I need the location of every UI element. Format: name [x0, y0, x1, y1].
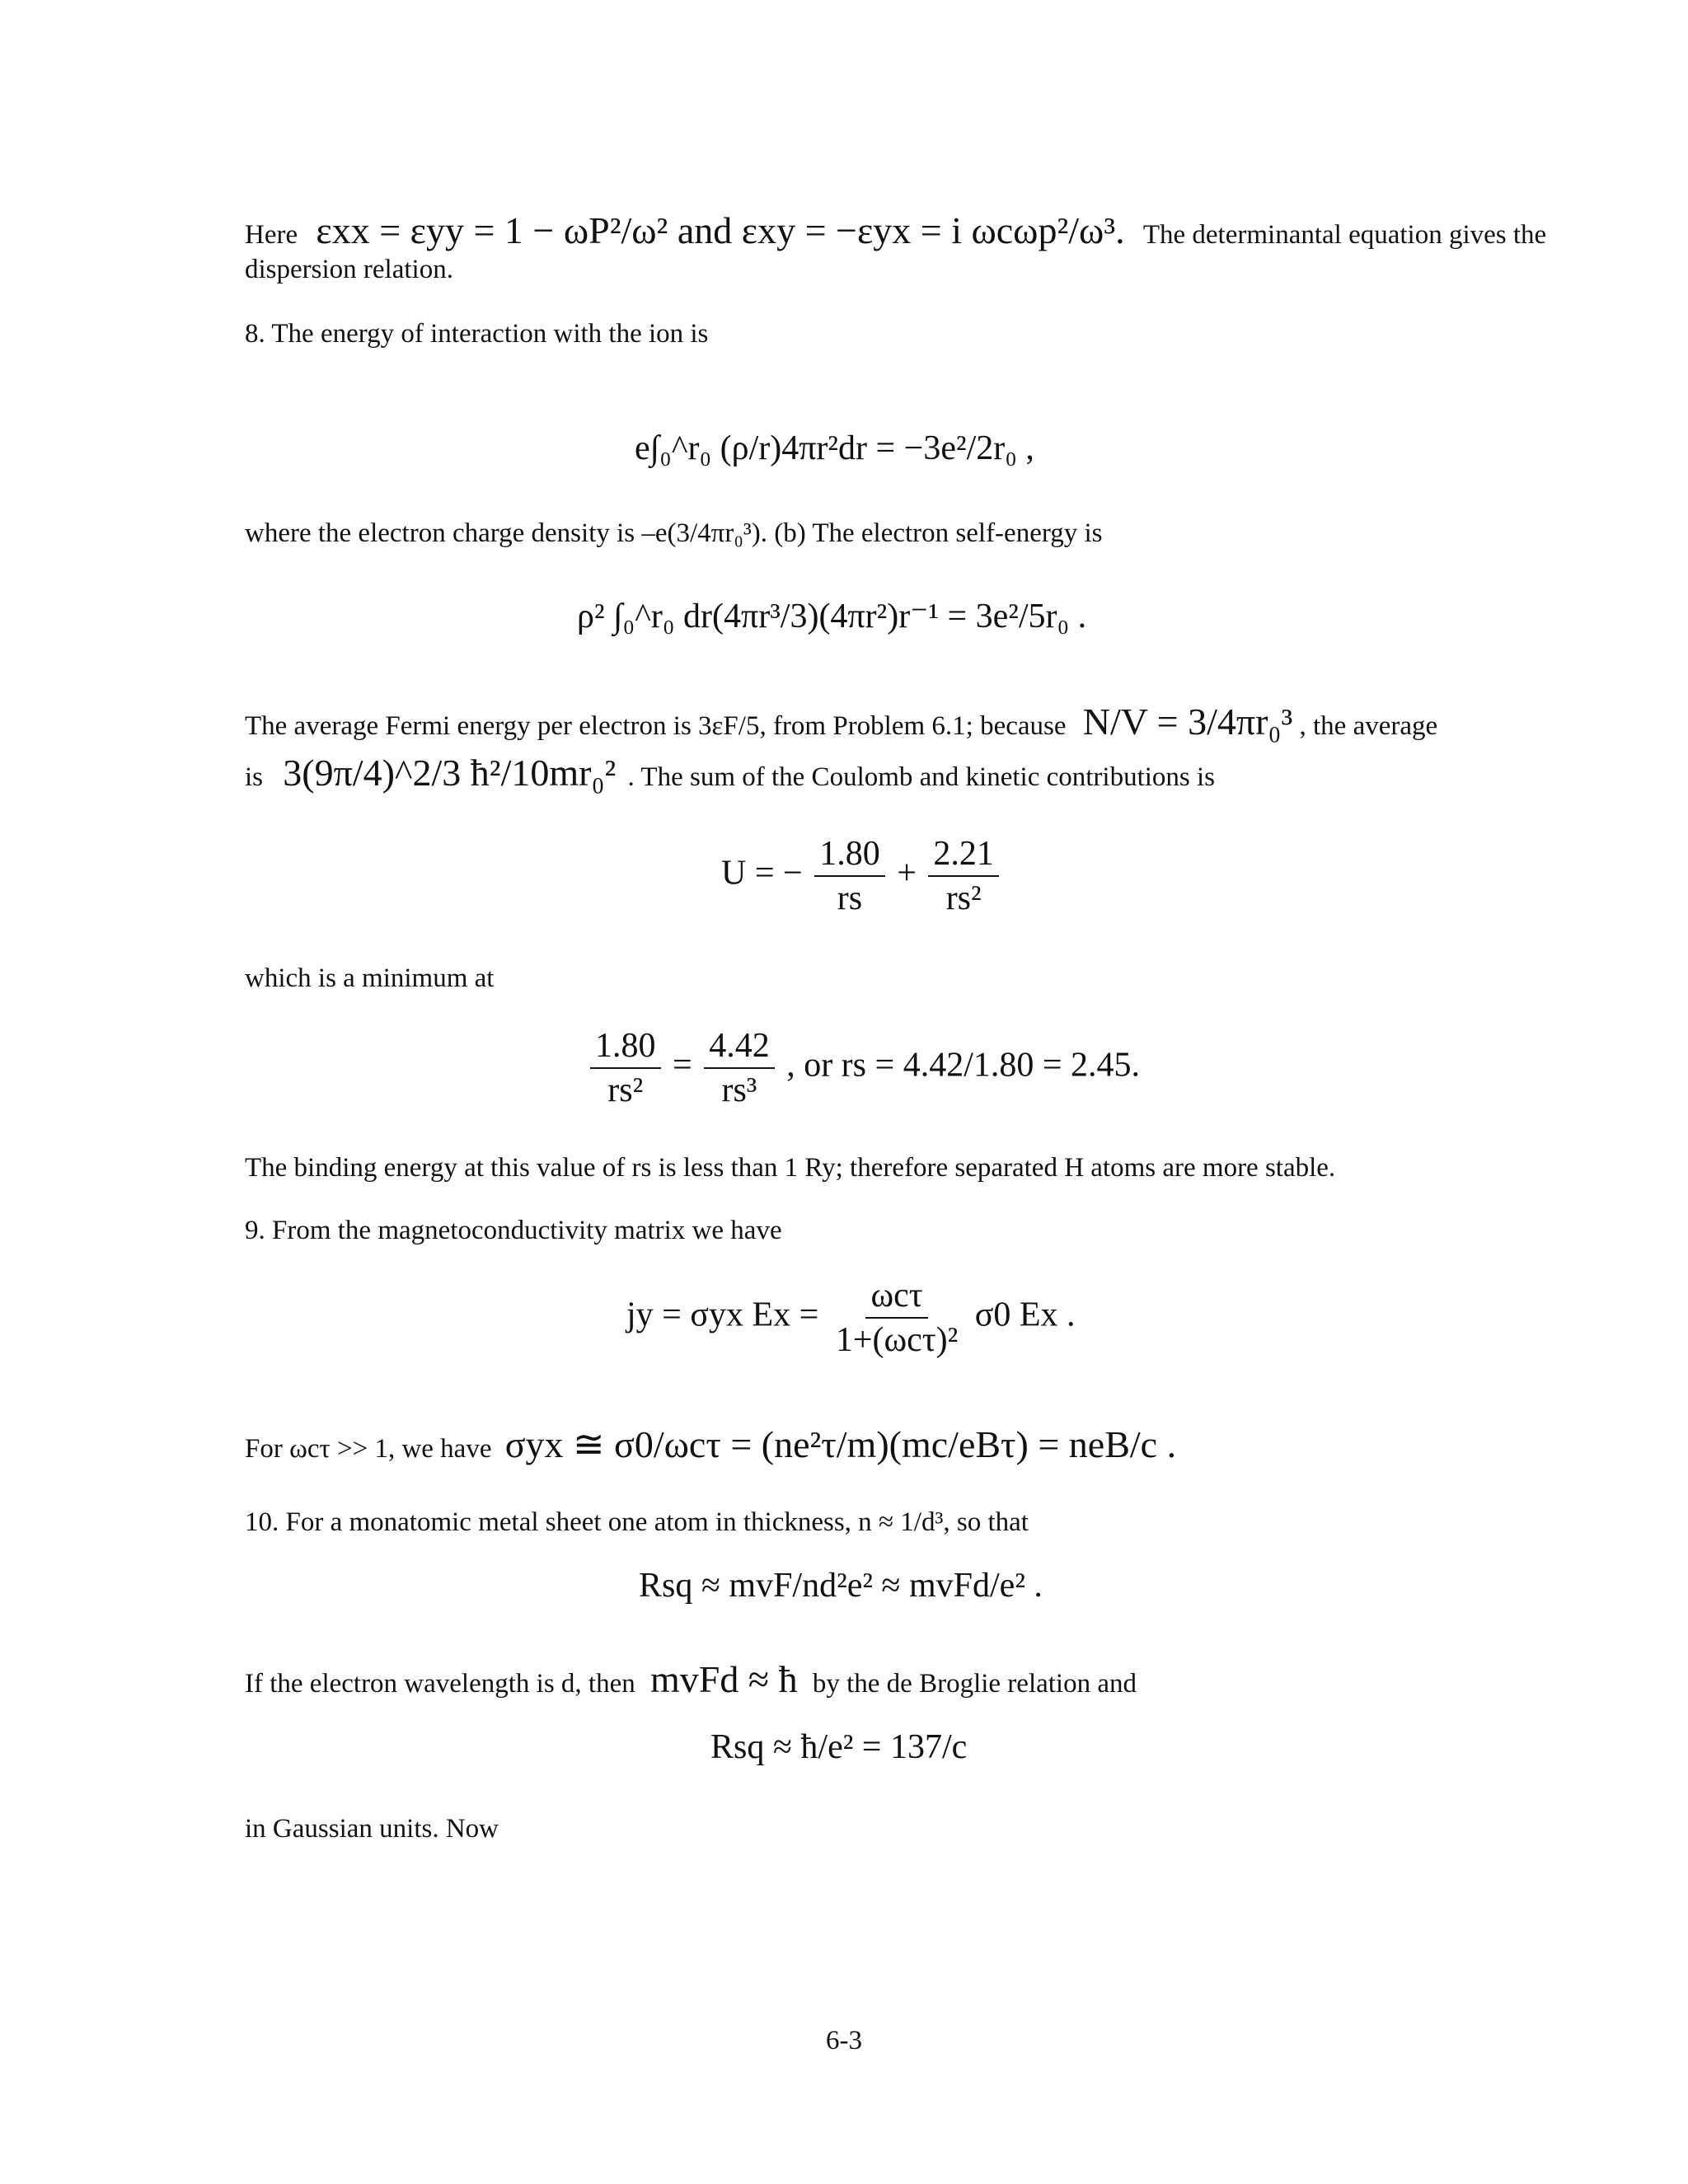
equation-self-energy: ρ² ∫₀^r₀ dr(4πr³/3)(4πr²)r⁻¹ = 3e²/5r₀ . — [577, 598, 1087, 635]
min-num-2: 4.42 — [704, 1026, 775, 1069]
here-word: Here — [245, 220, 298, 250]
equation-ion-energy: e∫₀^r₀ (ρ/r)4πr²dr = −3e²/2r₀ , — [635, 429, 1034, 467]
line-here — [245, 208, 1546, 253]
u-num-2: 2.21 — [928, 834, 999, 877]
u-plus: + — [897, 854, 917, 893]
j-den: 1+(ωcτ)² — [835, 1321, 959, 1359]
min-den-1: rs² — [607, 1071, 644, 1109]
j-num: ωcτ — [865, 1276, 927, 1319]
equation-u — [721, 834, 1002, 918]
fraction-coulomb — [814, 834, 885, 918]
gaussian-units-text: in Gaussian units. Now — [245, 1814, 499, 1844]
binding-energy-text: The binding energy at this value of rs is less than 1 Ry; therefore separated H atoms are more stable. — [245, 1153, 1336, 1183]
fermi-line — [245, 699, 1437, 744]
j-lhs: jy = σyx Ex = — [626, 1296, 819, 1334]
problem-10-heading: 10. For a monatomic metal sheet one atom in thickness, n ≈ 1/d³, so that — [245, 1507, 1029, 1537]
j-rhs: σ0 Ex . — [974, 1296, 1076, 1334]
for-line — [245, 1422, 1176, 1467]
determinantal-text: The determinantal equation gives the — [1142, 220, 1547, 250]
average-formula: 3(9π/4)^2/3 ħ²/10mr₀² — [283, 752, 617, 794]
de-broglie-formula: mvFd ≈ ħ — [650, 1658, 798, 1700]
equation-rsq-1: Rsq ≈ mvF/nd²e² ≈ mvFd/e² . — [639, 1567, 1043, 1605]
fermi-text: The average Fermi energy per electron is 3εF/5, from Problem 6.1; because — [245, 711, 1067, 741]
wavelength-text: If the electron wavelength is d, then — [245, 1669, 635, 1699]
wavelength-line — [245, 1657, 1137, 1702]
is-word: is — [245, 762, 264, 792]
sigma-formula: σyx ≅ σ0/ωcτ = (ne²τ/m)(mc/eBτ) = neB/c . — [504, 1423, 1177, 1465]
coulomb-text: . The sum of the Coulomb and kinetic contributions is — [627, 762, 1216, 792]
min-fraction-2 — [704, 1026, 775, 1110]
u-lhs: U = − — [721, 854, 803, 893]
u-den-1: rs — [837, 879, 863, 917]
u-den-2: rs² — [945, 879, 982, 917]
min-result: , or rs = 4.42/1.80 = 2.45. — [786, 1046, 1141, 1085]
average-line — [245, 750, 1215, 795]
min-den-2: rs³ — [721, 1071, 757, 1109]
equation-current — [626, 1276, 1076, 1360]
problem-8-heading: 8. The energy of interaction with the ion is — [245, 319, 709, 349]
j-fraction — [831, 1276, 963, 1360]
minimum-text: which is a minimum at — [245, 963, 495, 993]
for-text: For ωcτ >> 1, we have — [245, 1434, 492, 1464]
average-text: , the average — [1299, 711, 1438, 741]
charge-density-text: where the electron charge density is –e(3/4πr₀³). (b) The electron self-energy is — [245, 518, 1103, 548]
u-num-1: 1.80 — [814, 834, 885, 877]
equation-rsq-2: Rsq ≈ ħ/e² = 137/c — [710, 1728, 968, 1766]
min-equals: = — [673, 1046, 692, 1085]
de-broglie-text: by the de Broglie relation and — [812, 1669, 1137, 1699]
equation-minimum — [587, 1026, 1140, 1110]
min-fraction-1 — [590, 1026, 661, 1110]
nv-formula: N/V = 3/4πr₀³ — [1082, 701, 1293, 743]
epsilon-formula: εxx = εyy = 1 − ωP²/ω² and εxy = −εyx = i ωcωp²/ω³. — [316, 209, 1125, 251]
min-num-1: 1.80 — [590, 1026, 661, 1069]
fraction-kinetic — [928, 834, 999, 918]
line-dispersion: dispersion relation. — [245, 255, 453, 284]
problem-9-heading: 9. From the magnetoconductivity matrix we have — [245, 1216, 782, 1245]
page-number: 6-3 — [826, 2026, 862, 2055]
